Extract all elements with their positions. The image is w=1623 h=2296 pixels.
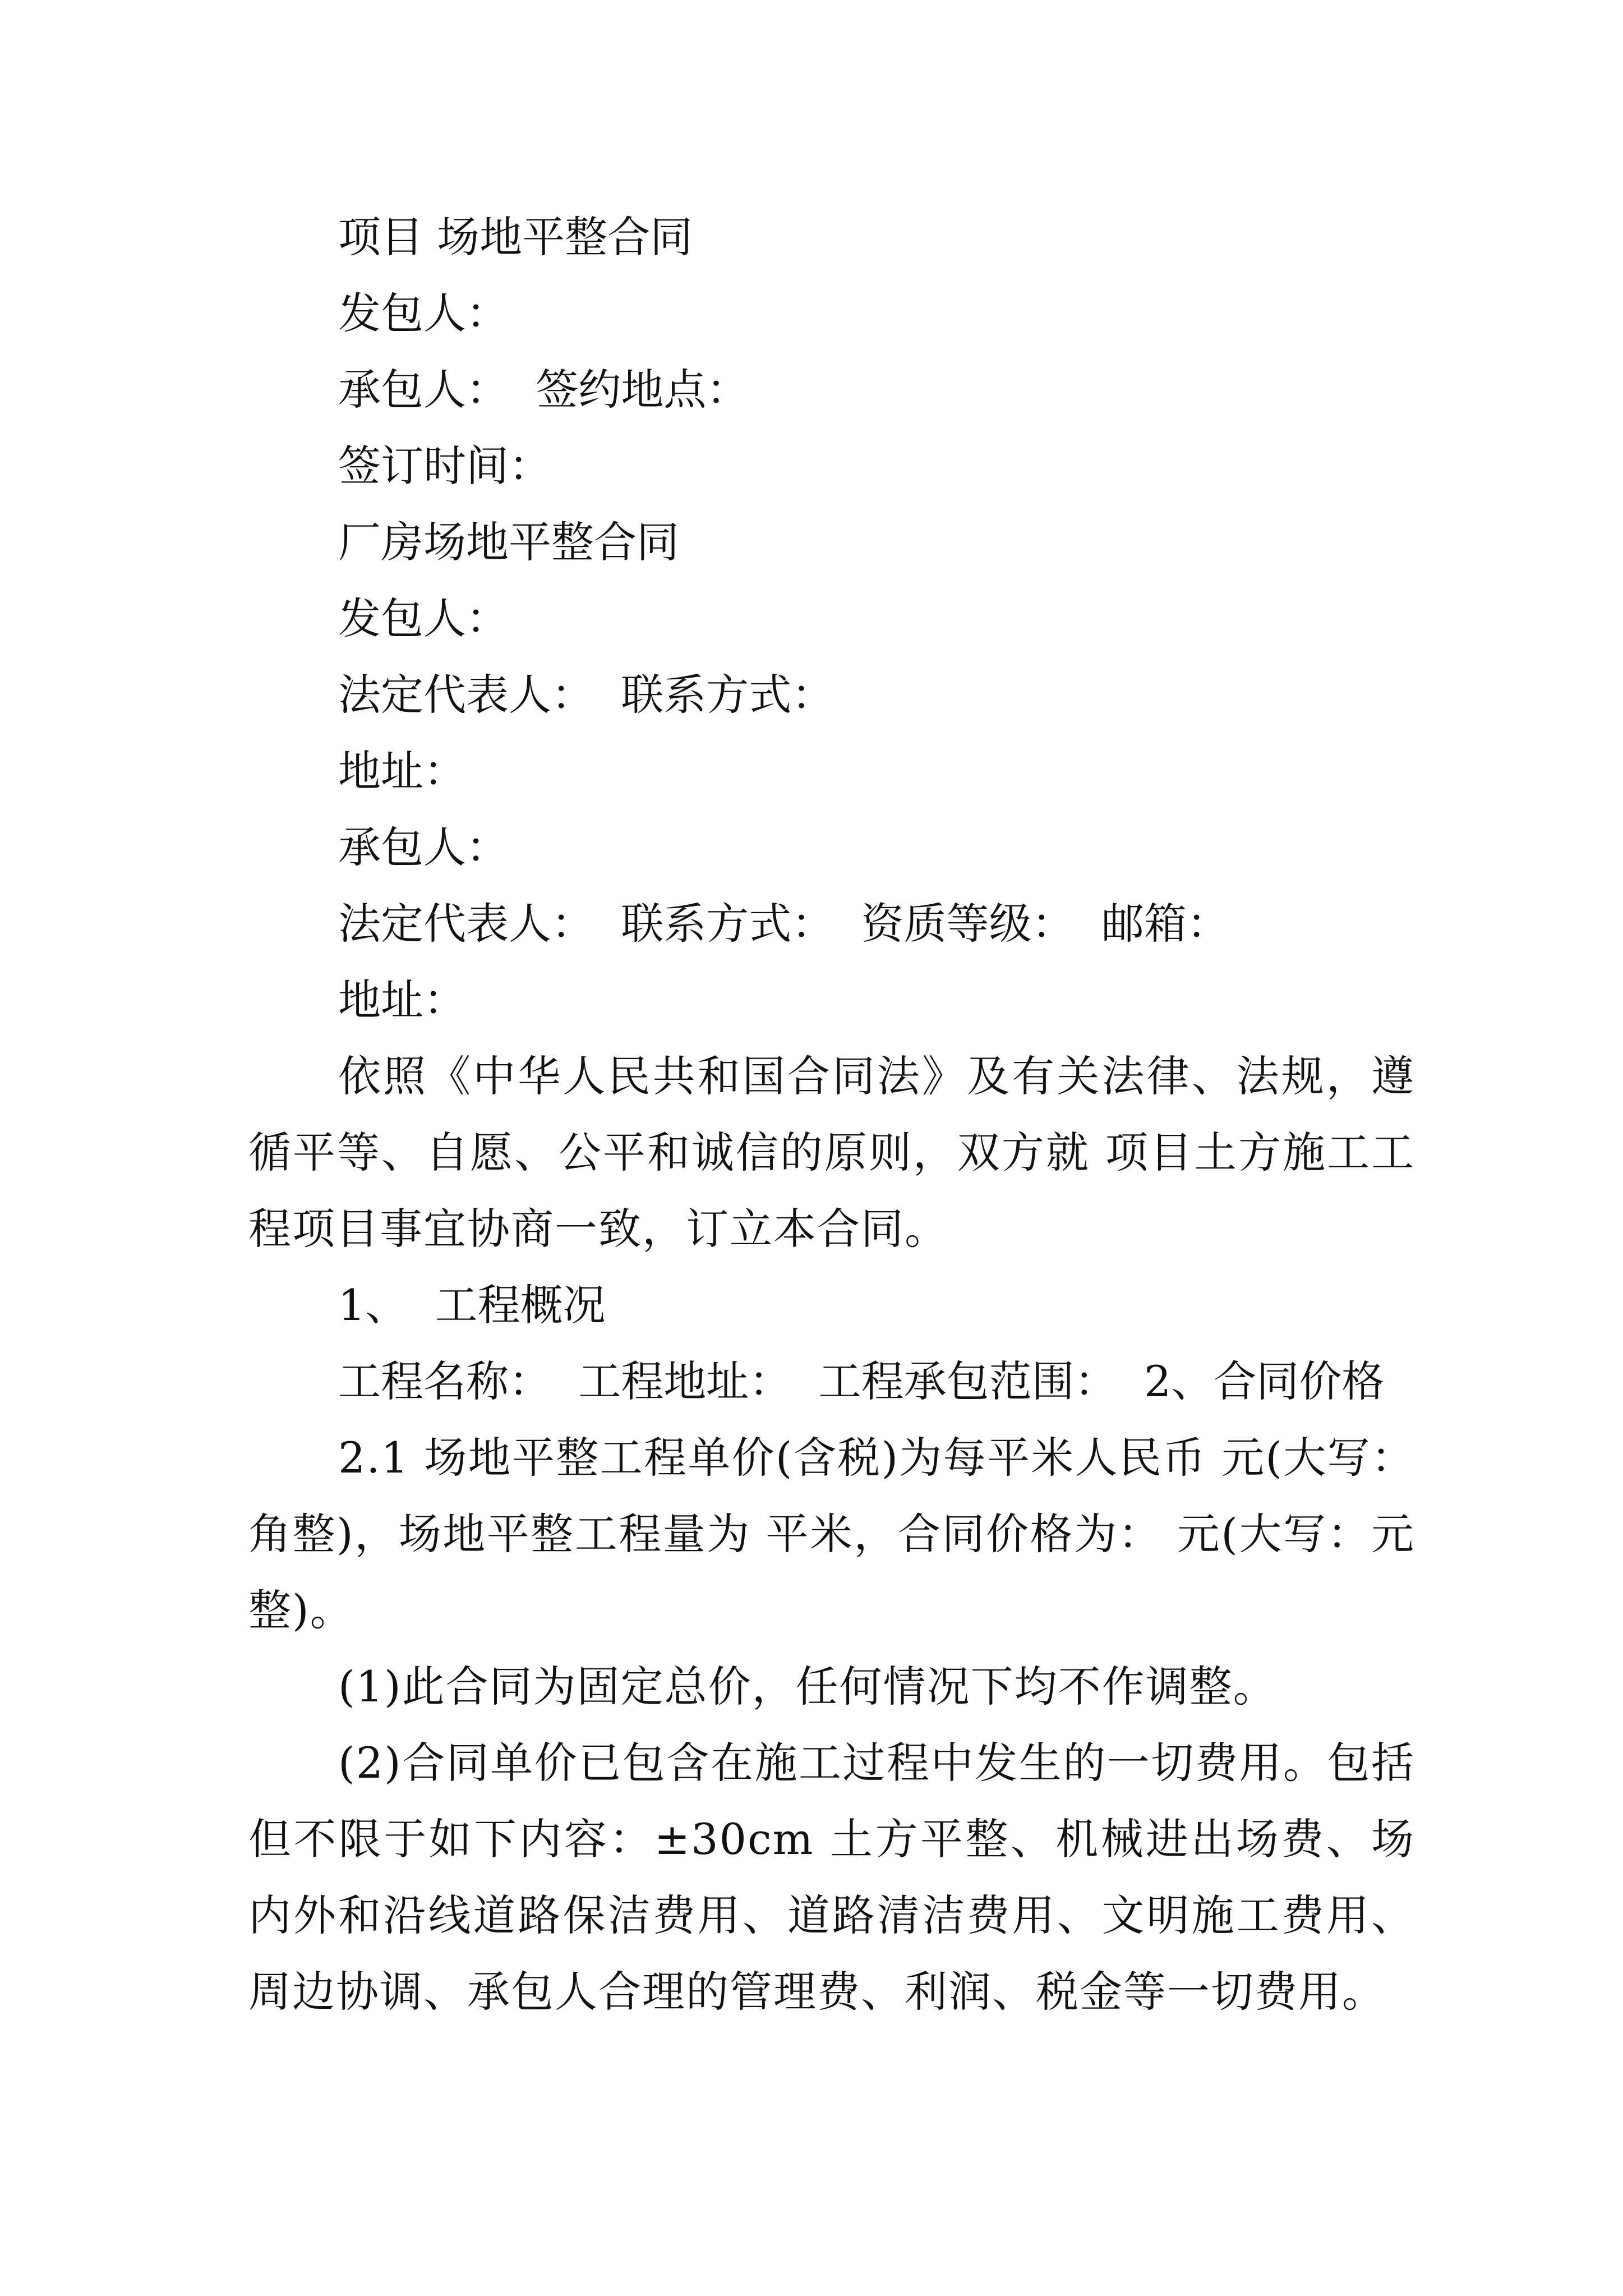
contractor-signing-place-field: 承包人： 签约地点：: [338, 365, 749, 415]
section-heading-overview: 1、 工程概况: [338, 1280, 606, 1330]
employer-field: 发包人：: [338, 288, 509, 338]
signing-date-field: 签订时间：: [338, 441, 551, 491]
project-fields-line: 工程名称： 工程地址： 工程承包范围： 2、合同价格: [338, 1356, 1385, 1406]
preamble-paragraph: 依照《中华人民共和国合同法》及有关法律、法规，遵循平等、自愿、公平和诚信的原则，双方就 项目土方施工工程项目事宜协商一致，订立本合同。: [248, 1051, 1415, 1254]
employer-address-field: 地址：: [338, 746, 466, 796]
included-costs-item: (2)合同单价已包含在施工过程中发生的一切费用。包括但不限于如下内容：±30cm 土方平整、机械进出场费、场内外和沿线道路保洁费用、道路清洁费用、文明施工费用、周边协调、承包人合理的管理费、利润、税金等一切费用。: [248, 1738, 1415, 2017]
contract-body: [248, 199, 1415, 2030]
contractor-representative-field: 法定代表人： 联系方式： 资质等级： 邮箱：: [338, 899, 1229, 949]
fixed-price-item: (1)此合同为固定总价，任何情况下均不作调整。: [338, 1662, 1277, 1711]
contractor-address-field: 地址：: [338, 975, 466, 1025]
price-clause-paragraph: 2.1 场地平整工程单价(含税)为每平米人民币 元(大写：角整)，场地平整工程量为 平米，合同价格为： 元(大写：元整)。: [248, 1433, 1415, 1635]
contractor-field: 承包人：: [338, 822, 509, 872]
contract-subtitle: 厂房场地平整合同: [338, 517, 679, 567]
contract-title: 项目 场地平整合同: [338, 212, 693, 262]
employer-representative-field: 法定代表人： 联系方式：: [338, 670, 834, 720]
employer-field-2: 发包人：: [338, 593, 509, 643]
